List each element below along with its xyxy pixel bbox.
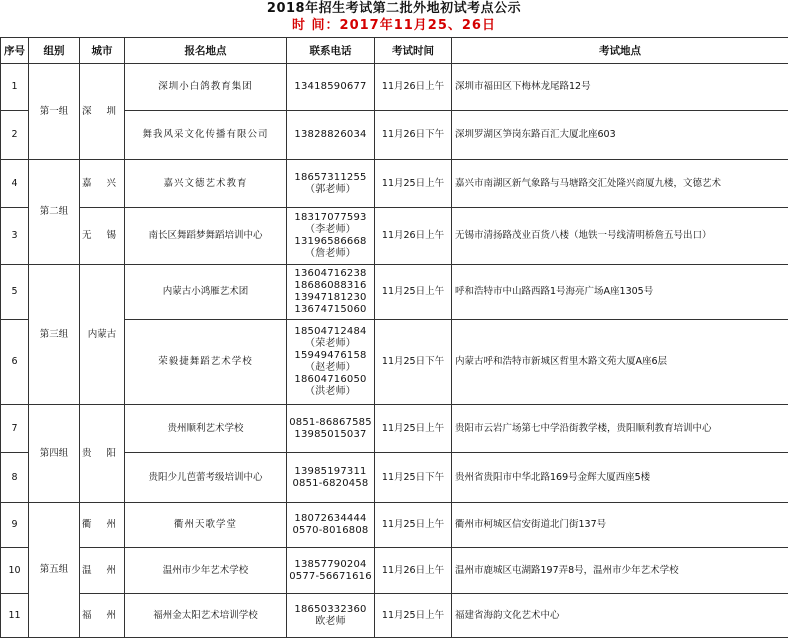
contact-phone: 13604716238 18686088316 13947181230 13674715060 — [287, 265, 375, 320]
exam-venue: 无锡市清扬路茂业百货八楼（地铁一号线清明桥詹五号出口） — [452, 208, 788, 265]
table-row — [1, 594, 788, 638]
group-cell: 第五组 — [29, 503, 80, 638]
city-cell: 衢 州 — [80, 503, 125, 548]
exam-venue: 温州市鹿城区屯湖路197弄8号，温州市少年艺术学校 — [452, 548, 788, 594]
exam-time: 11月25日上午 — [375, 265, 452, 320]
signup-site: 舞我风采文化传播有限公司 — [125, 111, 287, 160]
exam-venue-table — [0, 37, 788, 638]
signup-site: 嘉兴文德艺术教育 — [125, 160, 287, 208]
row-number: 7 — [1, 405, 29, 453]
exam-venue: 呼和浩特市中山路西路1号海亮广场A座1305号 — [452, 265, 788, 320]
city-cell: 内蒙古 — [80, 265, 125, 405]
contact-phone: 18650332360 欧老师 — [287, 594, 375, 638]
contact-phone: 18504712484 （荣老师） 15949476158 （赵老师） 18604716050 （洪老师） — [287, 320, 375, 405]
table-row — [1, 208, 788, 265]
exam-venue: 深圳罗湖区笋岗东路百汇大厦北座603 — [452, 111, 788, 160]
contact-phone: 13857790204 0577-56671616 — [287, 548, 375, 594]
header-cell: 联系电话 — [287, 38, 375, 64]
contact-phone: 13828826034 — [287, 111, 375, 160]
contact-phone: 13985197311 0851-6820458 — [287, 453, 375, 503]
city-cell: 福 州 — [80, 594, 125, 638]
city-cell: 温 州 — [80, 548, 125, 594]
exam-time: 11月25日下午 — [375, 453, 452, 503]
header-cell: 组别 — [29, 38, 80, 64]
header-cell: 报名地点 — [125, 38, 287, 64]
row-number: 3 — [1, 208, 29, 265]
row-number: 4 — [1, 160, 29, 208]
signup-site: 温州市少年艺术学校 — [125, 548, 287, 594]
table-row — [1, 548, 788, 594]
signup-site: 贵阳少儿芭蕾考级培训中心 — [125, 453, 287, 503]
header-cell: 考试时间 — [375, 38, 452, 64]
table-row — [1, 160, 788, 208]
exam-venue: 深圳市福田区下梅林龙尾路12号 — [452, 64, 788, 111]
signup-site: 贵州顺利艺术学校 — [125, 405, 287, 453]
exam-time: 11月25日上午 — [375, 160, 452, 208]
header-cell: 考试地点 — [452, 38, 788, 64]
exam-venue: 贵州省贵阳市中华北路169号金辉大厦西座5楼 — [452, 453, 788, 503]
table-header-row — [1, 38, 788, 64]
exam-time: 11月25日上午 — [375, 405, 452, 453]
contact-phone: 18072634444 0570-8016808 — [287, 503, 375, 548]
group-cell: 第二组 — [29, 160, 80, 265]
page-title: 2018年招生考试第二批外地初试考点公示 — [266, 1, 522, 16]
table-row — [1, 503, 788, 548]
table-row — [1, 405, 788, 453]
city-cell: 深 圳 — [80, 64, 125, 160]
row-number: 11 — [1, 594, 29, 638]
contact-phone: 18657311255 （郭老师） — [287, 160, 375, 208]
exam-time: 11月26日上午 — [375, 64, 452, 111]
exam-dates: 时 间：2017年11月25、26日 — [292, 18, 496, 33]
row-number: 1 — [1, 64, 29, 111]
signup-site: 福州金太阳艺术培训学校 — [125, 594, 287, 638]
signup-site: 内蒙古小鸿雁艺术团 — [125, 265, 287, 320]
exam-venue: 嘉兴市南湖区新气象路与马塘路交汇处隆兴商厦九楼，文德艺术 — [452, 160, 788, 208]
row-number: 8 — [1, 453, 29, 503]
exam-time: 11月26日下午 — [375, 111, 452, 160]
table-row — [1, 265, 788, 320]
signup-site: 南长区舞蹈梦舞蹈培训中心 — [125, 208, 287, 265]
city-cell: 嘉 兴 — [80, 160, 125, 208]
table-row — [1, 64, 788, 111]
row-number: 6 — [1, 320, 29, 405]
exam-time: 11月26日上午 — [375, 208, 452, 265]
contact-phone: 0851-86867585 13985015037 — [287, 405, 375, 453]
exam-time: 11月25日上午 — [375, 594, 452, 638]
header-cell: 城市 — [80, 38, 125, 64]
row-number: 9 — [1, 503, 29, 548]
exam-venue: 内蒙古呼和浩特市新城区哲里木路文苑大厦A座6层 — [452, 320, 788, 405]
exam-time: 11月25日上午 — [375, 503, 452, 548]
exam-time: 11月26日上午 — [375, 548, 452, 594]
exam-time: 11月25日下午 — [375, 320, 452, 405]
exam-venue: 贵阳市云岩广场第七中学沿街教学楼，贵阳顺利教育培训中心 — [452, 405, 788, 453]
city-cell: 贵 阳 — [80, 405, 125, 503]
signup-site: 深圳小白鸽教育集团 — [125, 64, 287, 111]
exam-venue: 福建省海韵文化艺术中心 — [452, 594, 788, 638]
row-number: 5 — [1, 265, 29, 320]
signup-site: 衢州天歌学堂 — [125, 503, 287, 548]
group-cell: 第三组 — [29, 265, 80, 405]
signup-site: 荣毅捷舞蹈艺术学校 — [125, 320, 287, 405]
header-cell: 序号 — [1, 38, 29, 64]
contact-phone: 13418590677 — [287, 64, 375, 111]
group-cell: 第一组 — [29, 64, 80, 160]
row-number: 10 — [1, 548, 29, 594]
exam-venue: 衢州市柯城区信安街道北门街137号 — [452, 503, 788, 548]
row-number: 2 — [1, 111, 29, 160]
contact-phone: 18317077593 （李老师） 13196586668 （詹老师） — [287, 208, 375, 265]
city-cell: 无 锡 — [80, 208, 125, 265]
group-cell: 第四组 — [29, 405, 80, 503]
